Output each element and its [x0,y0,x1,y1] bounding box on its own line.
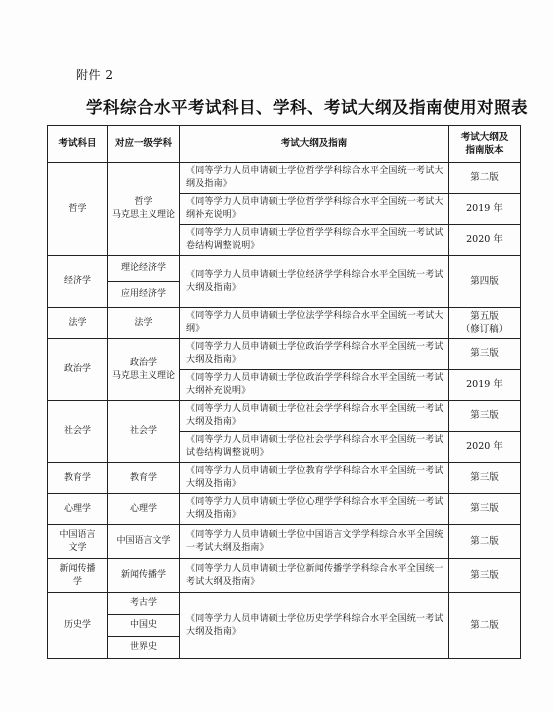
subject-cell [48,525,108,559]
version-cell [449,308,521,339]
table-row [48,559,521,593]
discipline-cell: 社会学 [108,401,180,463]
guide-cell: 《同等学力人员申请硕士学位新闻传播学学科综合水平全国统一考试大纲及指南》 [180,559,449,593]
guide-cell: 《同等学力人员申请硕士学位法学学科综合水平全国统一考试大纲》 [180,308,449,339]
subject-line: 新闻传播 [59,563,96,574]
guide-cell: 《同等学力人员申请硕士学位政治学学科综合水平全国统一考试大纲及指南》 [180,339,449,370]
discipline-name: 马克思主义理论 [112,370,176,381]
attachment-label: 附件 2 [76,68,114,82]
discipline-cell [108,163,180,256]
table-header-row [48,126,521,163]
version-cell: 第二版 [449,163,521,194]
document-title: 学科综合水平考试科目、学科、考试大纲及指南使用对照表 [86,98,528,117]
discipline-cell: 中国语言文学 [108,525,180,559]
header-subject: 考试科目 [48,126,108,163]
discipline-name: 哲学 [134,197,153,208]
header-guide: 考试大纲及指南 [180,126,449,163]
version-cell: 第二版 [449,593,521,659]
subject-cell: 社会学 [48,401,108,463]
table-row [48,593,521,615]
version-cell: 2020 年 [449,432,521,463]
guide-cell: 《同等学力人员申请硕士学位历史学学科综合水平全国统一考试大纲及指南》 [180,593,449,659]
table-row [48,339,521,370]
subject-line: 中国语言 [59,529,96,540]
guide-cell: 《同等学力人员申请硕士学位哲学学科综合水平全国统一考试大纲补充说明》 [180,194,449,225]
guide-cell: 《同等学力人员申请硕士学位社会学学科综合水平全国统一考试大纲及指南》 [180,401,449,432]
subject-line: 文学 [68,542,87,553]
version-cell: 第四版 [449,256,521,308]
subject-cell: 哲学 [48,163,108,256]
correspondence-table [47,125,521,659]
version-cell: 2020 年 [449,225,521,256]
discipline-cell: 教育学 [108,463,180,494]
guide-cell: 《同等学力人员申请硕士学位哲学学科综合水平全国统一考试大纲及指南》 [180,163,449,194]
table-row [48,494,521,525]
version-cell: 第三版 [449,463,521,494]
header-discipline: 对应一级学科 [108,126,180,163]
table-row [48,308,521,339]
guide-cell: 《同等学力人员申请硕士学位政治学学科综合水平全国统一考试大纲补充说明》 [180,370,449,401]
subject-cell: 经济学 [48,256,108,308]
table-row [48,401,521,432]
discipline-cell: 应用经济学 [108,282,180,308]
version-cell: 2019 年 [449,370,521,401]
discipline-cell: 考古学 [108,593,180,615]
subject-cell [48,559,108,593]
discipline-cell: 中国史 [108,615,180,637]
guide-cell: 《同等学力人员申请硕士学位教育学学科综合水平全国统一考试大纲及指南》 [180,463,449,494]
subject-cell: 心理学 [48,494,108,525]
subject-cell: 法学 [48,308,108,339]
header-version-line2: 指南版本 [465,145,504,156]
discipline-cell [108,339,180,401]
table-row [48,525,521,559]
version-cell: 第二版 [449,525,521,559]
version-cell: 第三版 [449,401,521,432]
discipline-cell: 新闻传播学 [108,559,180,593]
discipline-cell: 心理学 [108,494,180,525]
discipline-cell: 理论经济学 [108,256,180,282]
discipline-name: 马克思主义理论 [112,210,176,220]
version-cell: 第三版 [449,339,521,370]
guide-cell: 《同等学力人员申请硕士学位经济学学科综合水平全国统一考试大纲及指南》 [180,256,449,308]
version-cell: 2019 年 [449,194,521,225]
version-cell: 第三版 [449,559,521,593]
table-row [48,463,521,494]
discipline-cell: 法学 [108,308,180,339]
discipline-name: 政治学 [129,357,157,368]
header-version [449,126,521,163]
guide-cell: 《同等学力人员申请硕士学位哲学学科综合水平全国统一考试试卷结构调整说明》 [180,225,449,256]
table-row [48,256,521,282]
subject-cell: 政治学 [48,339,108,401]
version-line: （修订稿） [460,324,509,335]
table-row [48,163,521,194]
guide-cell: 《同等学力人员申请硕士学位社会学学科综合水平全国统一考试试卷结构调整说明》 [180,432,449,463]
version-line: 第五版 [470,310,499,322]
guide-cell: 《同等学力人员申请硕士学位中国语言文学学科综合水平全国统一考试大纲及指南》 [180,525,449,559]
subject-cell: 历史学 [48,593,108,659]
header-version-line1: 考试大纲及 [460,131,509,143]
guide-cell: 《同等学力人员申请硕士学位心理学学科综合水平全国统一考试大纲及指南》 [180,494,449,525]
version-cell: 第三版 [449,494,521,525]
discipline-cell: 世界史 [108,637,180,659]
subject-cell: 教育学 [48,463,108,494]
subject-line: 学 [72,576,82,587]
